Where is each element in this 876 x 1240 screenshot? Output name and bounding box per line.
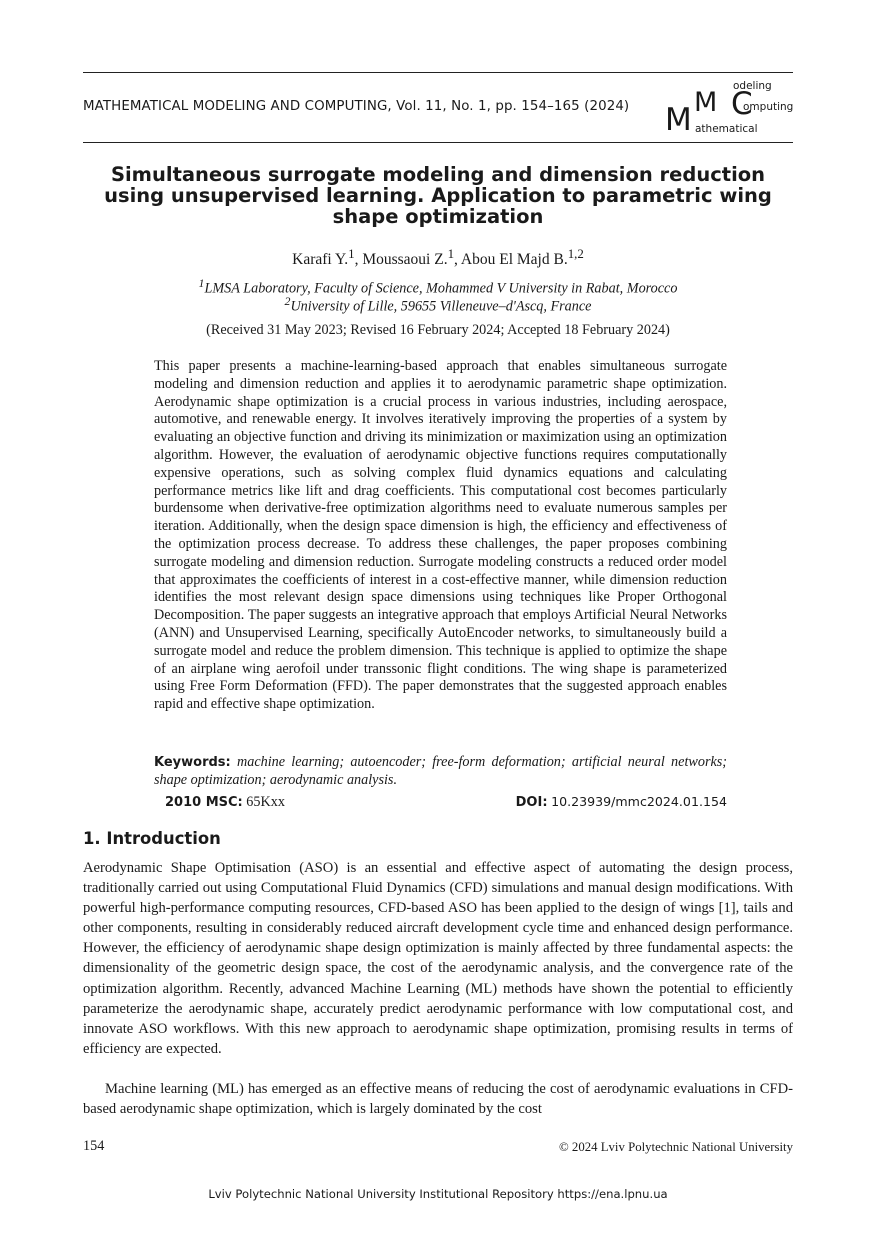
section-heading <box>83 829 221 848</box>
author-separator: , <box>354 251 363 269</box>
paper-title: Simultaneous surrogate modeling and dimension reduction using unsupervised learning. Application to parametric wing shape optimization <box>104 163 772 228</box>
header-rule <box>83 142 793 143</box>
logo-m-medium: M <box>694 87 718 118</box>
keywords-text: machine learning; autoencoder; free-form deformation; artificial neural networks; shape optimization; aerodynamic analysis. <box>154 754 728 788</box>
logo-odeling: odeling <box>733 80 772 92</box>
doi-label: DOI: <box>515 795 548 810</box>
page-number: 154 <box>83 1138 105 1154</box>
affiliation-2 <box>83 294 793 316</box>
mmc-logo <box>663 78 793 138</box>
paragraph: Machine learning (ML) has emerged as an effective means of reducing the cost of aerodynamic evaluations in CFD-based aerodynamic shape optimization, which is largely dominated by the cost <box>83 1081 793 1118</box>
repository-footer: Lviv Polytechnic National University Institutional Repository https://ena.lpnu.ua <box>208 1187 668 1201</box>
affiliation-text: University of Lille, 59655 Villeneuve–d'Ascq, France <box>290 298 592 315</box>
author-name: Karafi Y. <box>292 251 349 269</box>
section-title: Introduction <box>106 829 221 848</box>
author-sup: 1 <box>348 246 355 261</box>
msc-label: 2010 MSC: <box>165 795 243 810</box>
keywords-label: Keywords: <box>154 755 231 770</box>
author-name: Moussaoui Z. <box>362 251 448 269</box>
received-dates: (Received 31 May 2023; Revised 16 February 2024; Accepted 18 February 2024) <box>206 322 670 338</box>
doi <box>516 794 727 811</box>
logo-athematical: athematical <box>695 123 758 135</box>
logo-m-large: M <box>665 102 692 138</box>
msc-value: 65Kxx <box>246 794 285 810</box>
msc-classification <box>165 794 285 811</box>
affiliation-sup: 1 <box>198 276 205 290</box>
top-rule <box>83 72 793 73</box>
author-sup: 1 <box>447 246 455 261</box>
author-separator: , <box>454 251 461 269</box>
section-number: 1. <box>83 829 101 848</box>
abstract: This paper presents a machine-learning-based approach that enables simultaneous surrogate modeling and dimension reduction and applies it to aerodynamic parametric shape optimization. Aerodynamic shape optimization is a crucial process in various industries, including aerospace, automotive, and renewable energy. It involves iteratively improving the properties of a system by evaluating an objective function and driving its minimization or maximization using an optimization algorithm. However, the evaluation of aerodynamic objective functions requires computationally expensive operations, such as solving complex fluid dynamics equations and calculating performance metrics like lift and drag coefficients. This computational cost becomes particularly burdensome when derivative-free optimization algorithms need to evaluate numerous samples per iteration. Additionally, when the design space dimension is high, the efficiency and effectiveness of the optimization process decrease. To address these challenges, the paper proposes combining surrogate modeling and dimension reduction. Surrogate modeling constructs a reduced order model that approximates the coefficients of interest in a cost-effective manner, while dimension reduction identifies the most relevant design space dimensions using techniques like Proper Orthogonal Decomposition. The paper suggests an integrative approach that employs Artificial Neural Networks (ANN) and Unsupervised Learning, specifically AutoEncoder networks, to simultaneously build a surrogate model and reduce the problem dimension. This technique is applied to optimize the shape of an airplane wing aerofoil under transsonic flight conditions. The wing shape is parameterized using Free Form Deformation (FFD). The paper demonstrates that the suggested approach enables rapid and effective shape optimization. <box>154 358 727 713</box>
logo-omputing: omputing <box>743 101 794 113</box>
doi-value: 10.23939/mmc2024.01.154 <box>551 794 727 809</box>
paragraph: Aerodynamic Shape Optimisation (ASO) is an essential and effective aspect of automating the design process, traditionally carried out using Computational Fluid Dynamics (CFD) simulations and manual design modifications. With powerful high-performance computing resources, CFD-based ASO has been applied to the design of wings [1], tails and other components, resulting in considerably reduced aircraft development cycle time and enhanced design performance. However, the efficiency of aerodynamic shape design optimization is mainly affected by three fundamental aspects: the dimensionality of the geometric design space, the cost of the aerodynamic analysis, and the convergence rate of the optimization algorithm. Recently, advanced Machine Learning (ML) methods have shown the potential to efficiently parameterize the aerodynamic shape, accurately predict aerodynamic performance with low computational cost, and innovate ASO workflows. With this new approach to aerodynamic shape optimization, promising results in terms of efficiency are expected. <box>83 860 793 1057</box>
journal-header: MATHEMATICAL MODELING AND COMPUTING, Vol. 11, No. 1, pp. 154–165 (2024) <box>83 99 630 114</box>
author-sup: 1,2 <box>567 246 584 261</box>
keywords <box>154 754 727 790</box>
logo-c: C <box>731 86 753 122</box>
copyright: © 2024 Lviv Polytechnic National University <box>559 1140 793 1154</box>
author-name: Abou El Majd B. <box>460 251 568 269</box>
affiliation-sup: 2 <box>284 294 291 308</box>
authors <box>83 246 793 269</box>
affiliation-text: LMSA Laboratory, Faculty of Science, Mohammed V University in Rabat, Morocco <box>204 280 678 297</box>
